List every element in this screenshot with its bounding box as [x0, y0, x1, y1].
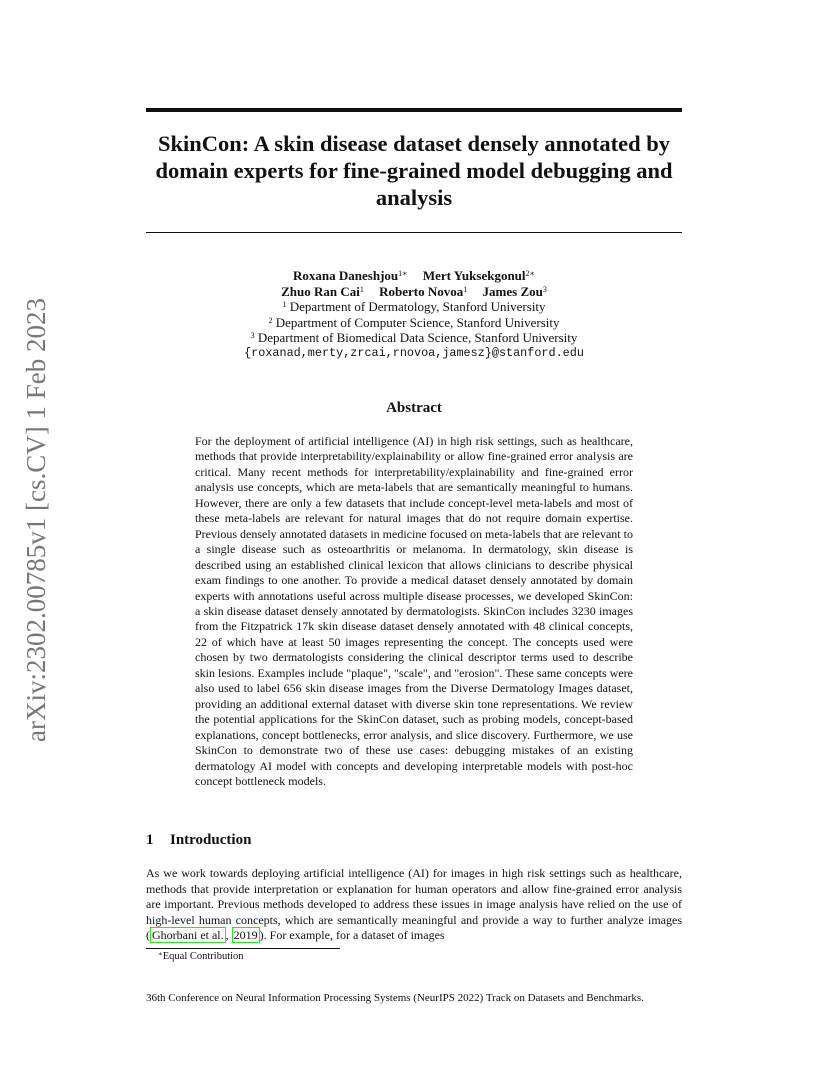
arxiv-stamp-text: arXiv:2302.00785v1 [cs.CV] 1 Feb 2023 — [21, 298, 51, 742]
author-name: Roxana Daneshjou$^{1∗}$ — [293, 268, 408, 283]
author-name: Mert Yuksekgonul$^{2∗}$ — [422, 268, 535, 283]
citation-link[interactable]: Ghorbani et al. — [152, 928, 224, 942]
affiliation: $^3$ Department of Biomedical Data Science, Stanford University — [250, 330, 578, 345]
author-row — [146, 268, 682, 284]
paper-title: SkinCon: A skin disease dataset densely annotated by domain experts for fine-grained model debugging and analysis — [155, 131, 673, 210]
author-email: {roxanad,merty,zrcai,rnovoa,jamesz}@stanford.edu — [244, 345, 584, 360]
footnote-rule — [146, 948, 340, 949]
abstract-heading: Abstract — [386, 400, 442, 416]
abstract-text: For the deployment of artificial intelligence (AI) in high risk settings, such as healthcare, methods that provide interpretability/explainability or allow fine-grained error analysis are critical. Many recent methods for interpretability/explainability and fine-grained error analysis use concepts, which are meta-labels that are semantically meaningful to humans. However, there are only a few datasets that include concept-level meta-labels and most of these meta-labels are relevant for natural images that do not require domain expertise. Previous densely annotated datasets in medicine focused on meta-labels that are relevant to a single disease such as osteoarthritis or melanoma. In dermatology, skin disease is described using an established clinical lexicon that allows clinicians to describe physical exam findings to one another. To provide a medical dataset densely annotated by domain experts with annotations useful across multiple disease processes, we developed SkinCon: a skin disease dataset densely annotated by dermatologists. SkinCon includes 3230 images from the Fitzpatrick 17k skin disease dataset densely annotated with 48 clinical concepts, 22 of which have at least 50 images representing the concept. The concepts used were chosen by two dermatologists considering the clinical descriptor terms used to describe skin lesions. Examples include "plaque", "scale", and "erosion". These same concepts were also used to label 656 skin disease images from the Diverse Dermatology Images dataset, providing an additional external dataset with diverse skin tone representations. We review the potential applications for the SkinCon dataset, such as probing models, concept-based explanations, concept bottlenecks, error analysis, and slice discovery. Furthermore, we use SkinCon to demonstrate two of these use cases: debugging mistakes of an existing dermatology AI model with concepts and developing interpretable models with post-hoc concept bottleneck models. — [195, 434, 633, 788]
affiliation: $^1$ Department of Dermatology, Stanford University — [282, 299, 546, 314]
title-bottom-rule — [146, 232, 682, 233]
author-block — [146, 268, 682, 361]
citation-link[interactable]: 2019 — [233, 928, 258, 942]
footnote: ∗Equal Contribution — [158, 950, 244, 962]
author-name: James Zou$^3$ — [482, 283, 547, 299]
section-heading-introduction: 1 Introduction — [146, 832, 252, 848]
arxiv-stamp — [12, 290, 56, 750]
title-top-rule — [146, 108, 682, 112]
affiliation: $^2$ Department of Computer Science, Stanford University — [268, 314, 560, 330]
author-row — [146, 284, 682, 300]
venue-line: 36th Conference on Neural Information Processing Systems (NeurIPS 2022) Track on Datasets and Benchmarks. — [146, 992, 644, 1004]
introduction-text: As we work towards deploying artificial intelligence (AI) for images in high risk settings such as healthcare, methods that provide interpretation or explanation for human operators and allow fine-grained error analysis are important. Previous methods developed to address these issues in image analysis have relied on the use of high-level human concepts, which are semantically meaningful and provide a way to further analyze images ( Ghorbani et al. , 2019 ). For example, for a dataset of images — [146, 866, 682, 942]
author-name: Zhuo Ran Cai$^1$ — [281, 283, 364, 299]
author-name: Roberto Novoa$^1$ — [379, 283, 468, 299]
